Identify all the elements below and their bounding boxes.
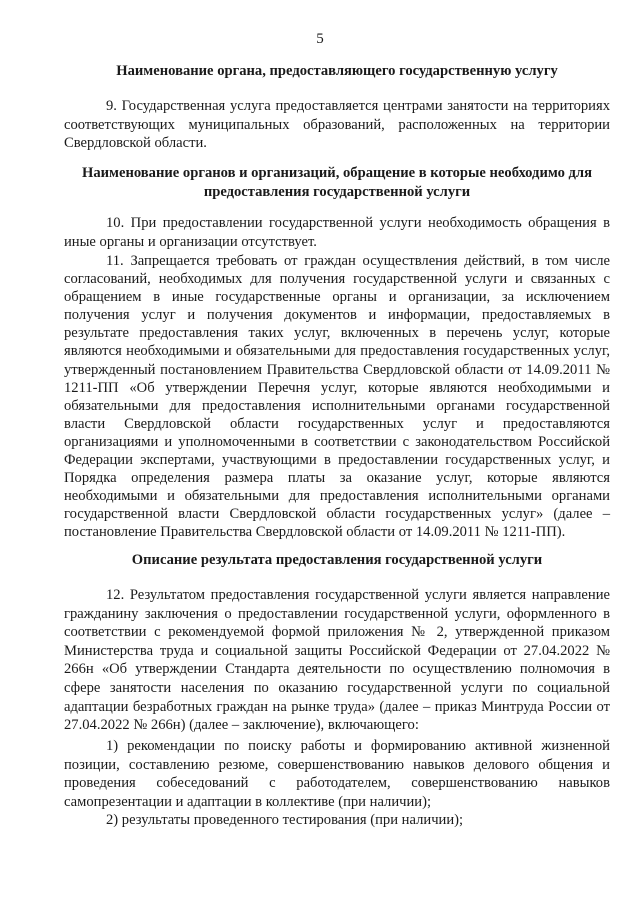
paragraph-9: 9. Государственная услуга предоставляется центрами занятости на территориях соответствующих муниципальных образований, расположенных на территории Свердловской области. xyxy=(64,98,610,152)
page-number: 5 xyxy=(316,31,324,47)
list-item-2-testing-results: 2) результаты проведенного тестирования (при наличии); xyxy=(106,812,464,828)
paragraph-11: 11. Запрещается требовать от граждан осуществления действий, в том числе согласований, необходимых для получения государственной услуги и связанных с обращением в иные государственные органы и организации, за исключением получения услуг и получения документов и информации, предоставляемых в результате предоставления таких услуг, включенных в перечень услуг, которые являются необходимыми и обязательными для предоставления государственных услуг, утвержденный постановлением Правительства Свердловской области от 14.09.2011 № 1211-ПП «Об утверждении Перечня услуг, которые являются необходимыми и обязательными для предоставления исполнительными органами государственной власти Свердловской области государственных услуг и предоставляются организациями и уполномоченными в соответствии с законодательством Российской Федерации экспертами, участвующими в предоставлении государственных услуг, и Порядка определения размера платы за оказание услуг, которые являются необходимыми и обязательными для предоставления исполнительными органами государственной власти Свердловской области государственных услуг» (далее – постановление Правительства Свердловской области от 14.09.2011 № 1211-ПП). xyxy=(64,253,610,541)
list-item-1-recommendations: 1) рекомендации по поиску работы и формированию активной жизненной позиции, составлению резюме, совершенствованию навыков делового общения и проведения собеседований с работодателем, совершенствованию навыков самопрезентации и адаптации в коллективе (при наличии); xyxy=(64,738,610,810)
section-heading-other-organizations: Наименование органов и организаций, обращение в которые необходимо для предоставления государственной услуги xyxy=(81,165,593,200)
section-heading-result: Описание результата предоставления государственной услуги xyxy=(131,552,543,568)
paragraph-12: 12. Результатом предоставления государственной услуги является направление гражданину заключения о предоставлении государственной услуги, оформленного в соответствии с рекомендуемой формой приложения № 2, утвержденной приказом Министерства труда и социальной защиты Российской Федерации от 27.04.2022 № 266н «Об утверждении Стандарта деятельности по осуществлению полномочия в сфере занятости населения по оказанию государственной услуги по социальной адаптации безработных граждан на рынке труда» (далее – приказ Минтруда России от 27.04.2022 № 266н) (далее – заключение), включающего: xyxy=(64,587,610,734)
paragraph-10: 10. При предоставлении государственной услуги необходимость обращения в иные органы и организации отсутствует. xyxy=(64,215,610,250)
section-heading-authority: Наименование органа, предоставляющего государственную услугу xyxy=(116,63,558,79)
